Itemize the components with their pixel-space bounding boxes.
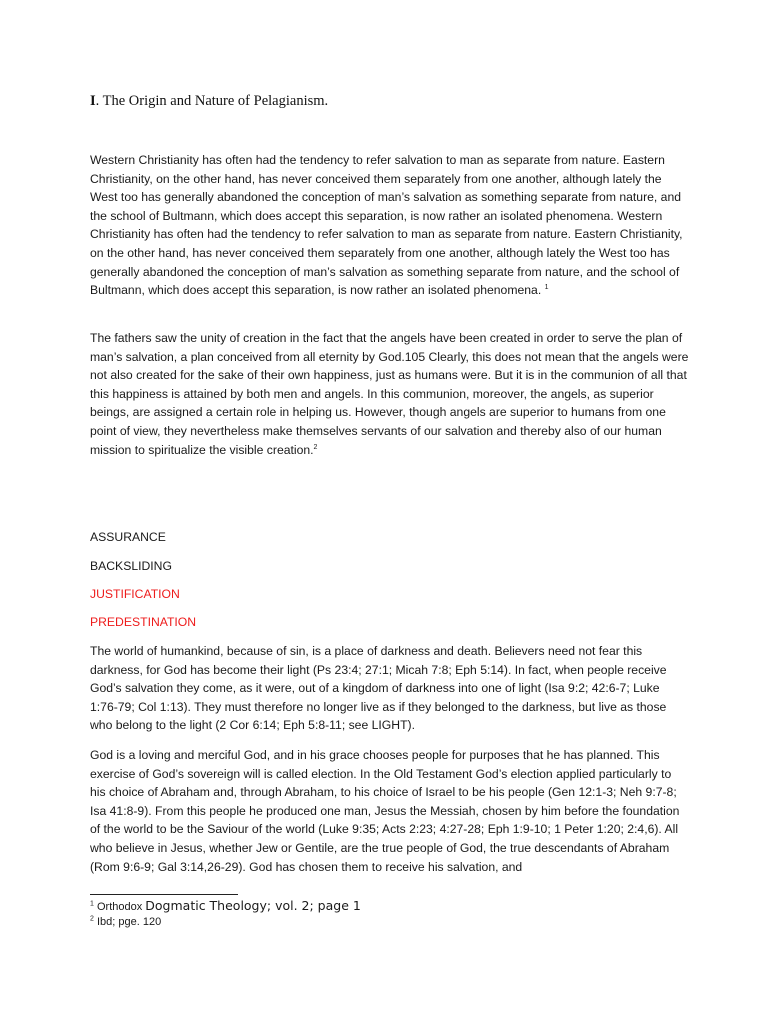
topic-predestination: PREDESTINATION — [90, 615, 197, 629]
footnote-1-text-a: Orthodox — [96, 901, 146, 913]
footnote-1 — [90, 898, 361, 915]
paragraph-2-text: The fathers saw the unity of creation in the fact that the angels have been created in order to serve the plan of man’s salvation, a plan conceived from all eternity by God.105 Clearly, this does not mean that the angels were not also created for the sake of their own happiness, just as humans were. But it is in the communion of all that this happiness is attained by both men and angels. In this communion, moreover, the angels, as superior beings, are assigned a certain role in helping us. However, though angels are superior to humans from one point of view, they nevertheless make themselves servants of our salvation and thereby also of our human mission to spiritualize the visible creation. — [90, 331, 689, 457]
section-heading — [90, 93, 328, 110]
topic-backsliding: BACKSLIDING — [90, 559, 172, 573]
heading-numeral: I — [90, 93, 96, 109]
heading-title: . The Origin and Nature of Pelagianism. — [95, 93, 329, 109]
topic-justification: JUSTIFICATION — [90, 587, 180, 601]
topic-assurance: ASSURANCE — [90, 530, 166, 544]
footnote-marker-2: 2 — [313, 443, 318, 451]
paragraph-1 — [90, 151, 690, 300]
footnote-2-text: Ibd; pge. 120 — [96, 916, 162, 928]
footnote-marker-1: 1 — [544, 284, 549, 292]
footnote-separator — [90, 894, 238, 895]
paragraph-election: God is a loving and merciful God, and in his grace chooses people for purposes that he has planned. This exercise of God’s sovereign will is called election. In the Old Testament God’s election applied particularly to his choice of Abraham and, through Abraham, to his choice of Israel to be his people (Gen 12:1-3; Neh 9:7-8; Isa 41:8-9). From this people he produced one man, Jesus the Messiah, chosen by him before the foundation of the world to be the Saviour of the world (Luke 9:35; Acts 2:23; 4:27-28; Eph 1:9-10; 1 Peter 1:20; 2:4,6). All who believe in Jesus, whether Jew or Gentile, are the true people of God, the true descendants of Abraham (Rom 9:6-9; Gal 3:14,26-29). God has chosen them to receive his salvation, and — [90, 748, 680, 874]
paragraph-1-text: Western Christianity has often had the tendency to refer salvation to man as separate from nature. Eastern Christianity, on the other hand, has never conceived them separately from one another, although lately the West too has generally abandoned the conception of man’s salvation as something separate from nature, and the school of Bultmann, which does accept this separation, is now rather an isolated phenomena. Western Christianity has often had the tendency to refer salvation to man as separate from nature. Eastern Christianity, on the other hand, has never conceived them separately from one another, although lately the West too has generally abandoned the conception of man’s salvation as something separate from nature, and the school of Bultmann, which does accept this separation, is now rather an isolated phenomena. — [90, 153, 683, 298]
footnote-1-marker: 1 — [90, 900, 94, 908]
paragraph-darkness: The world of humankind, because of sin, is a place of darkness and death. Believers need not fear this darkness, for God has become their light (Ps 23:4; 27:1; Micah 7:8; Eph 5:14). In fact, when people receive God’s salvation they come, as it were, out of a kingdom of darkness into one of light (Isa 9:2; 42:6-7; Luke 1:76-79; Col 1:13). They must therefore no longer live as if they belonged to the darkness, but live as those who belong to the light (2 Cor 6:14; Eph 5:8-11; see LIGHT). — [90, 644, 667, 733]
paragraph-2 — [90, 329, 690, 459]
footnote-1-text-b: Dogmatic Theology; vol. 2; page 1 — [145, 898, 361, 913]
footnote-2-marker: 2 — [90, 915, 94, 923]
footnote-2 — [90, 915, 161, 930]
